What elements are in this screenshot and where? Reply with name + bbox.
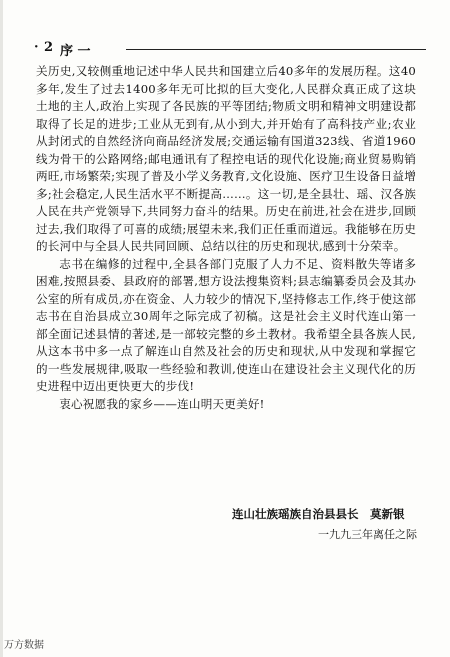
page-edge-shadow bbox=[0, 0, 3, 657]
signature-author: 连山壮族瑶族自治县县长 莫新银 bbox=[232, 507, 405, 521]
header-rule bbox=[126, 49, 426, 50]
source-watermark: 万方数据 bbox=[4, 640, 44, 651]
body-text bbox=[36, 63, 416, 413]
header-marker: · bbox=[34, 40, 39, 55]
paragraph-3: 衷心祝愿我的家乡——连山明天更美好! bbox=[59, 396, 265, 411]
signature-date: 一九九三年离任之际 bbox=[318, 528, 417, 541]
paragraph-2: 志书在编修的过程中,全县各部门克服了人力不足、资料散失等诸多困难,按照县委、县政府的部署,想方设法搜集资料;县志编纂委员会及其办公室的所有成员,亦在资金、人力较少的情况下,坚持修志工作,终于使这部志书在自治县成立30周年之际完成了初稿。这是社会主义时代连山第一部全面记述县情的著述,是一部较完整的乡土教材。我希望全县各族人民,从这本书中多一点了解连山自然及社会的历史和现状,从中发现和掌握它的一些发展规律,吸取一些经验和教训,使连山在建设社会主义现代化的历史进程中迈出更快更大的步伐! bbox=[36, 256, 416, 393]
page-number: 2 bbox=[44, 40, 54, 55]
page-header bbox=[34, 40, 424, 58]
paragraph-1: 关历史,又较侧重地记述中华人民共和国建立后40多年的发展历程。这40多年,发生了过去1400多年无可比拟的巨大变化,人民群众真正成了这块土地的主人,政治上实现了各民族的平等团结;物质文明和精神文明建设都取得了长足的进步;工业从无到有,从小到大,并开始有了高科技产业;农业从封闭式的自然经济向商品经济发展;交通运输有国道323线、省道1960线为骨干的公路网络;邮电通讯有了程控电话的现代化设施;商业贸易购销两旺,市场繁荣;实现了普及小学义务教育,文化设施、医疗卫生设备日益增多;社会稳定,人民生活水平不断提高……。这一切,是全县壮、瑶、汉各族人民在共产党领导下,共同努力奋斗的结果。历史在前进,社会在进步,回顾过去,我们取得了可喜的成绩;展望未来,我们正任重而道远。我能够在历史的长河中与全县人民共同回顾、总结以往的历史和现状,感到十分荣幸。 bbox=[36, 64, 416, 253]
section-title: 序 一 bbox=[60, 44, 91, 59]
